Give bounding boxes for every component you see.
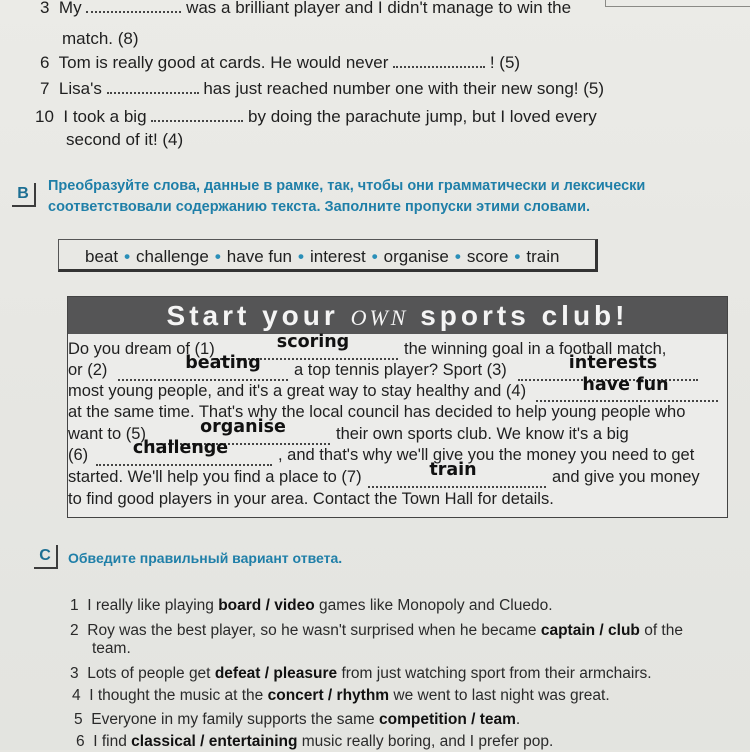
question-number: 6 bbox=[40, 53, 50, 72]
article-text: most young people, and it's a great way to stay healthy and (4) bbox=[68, 382, 527, 400]
article-text: their own sports club. We know it's a big bbox=[336, 425, 629, 443]
question-text: ! (5) bbox=[489, 53, 521, 72]
choice-item-2 bbox=[70, 621, 683, 641]
answer-5: organise bbox=[200, 417, 286, 437]
answer-options[interactable]: defeat / pleasure bbox=[214, 665, 338, 682]
top-answer-box bbox=[605, 0, 750, 7]
section-c-instruction: Обведите правильный вариант ответа. bbox=[68, 550, 343, 566]
blank[interactable] bbox=[151, 106, 243, 122]
instruction-line: соответствовали содержанию текста. Заполните пропуски этими словами. bbox=[48, 199, 591, 215]
answer-2: beating bbox=[185, 353, 261, 373]
instruction-line: Преобразуйте слова, данные в рамке, так, чтобы они грамматически и лексически bbox=[48, 178, 646, 194]
answer-options[interactable]: board / video bbox=[218, 597, 315, 614]
section-b-instruction bbox=[48, 176, 645, 218]
article-text: and give you money bbox=[552, 468, 700, 486]
item-number: 1 bbox=[70, 597, 79, 614]
word-item: score bbox=[466, 247, 509, 266]
article-line: to find good players in your area. Contact the Town Hall for details. bbox=[68, 490, 554, 508]
item-number: 4 bbox=[72, 687, 81, 704]
question-number: 7 bbox=[40, 79, 50, 98]
item-text: I thought the music at the bbox=[89, 687, 264, 704]
choice-item-1 bbox=[70, 596, 553, 616]
choice-item-5 bbox=[74, 710, 520, 730]
question-text: I took a big bbox=[63, 107, 147, 126]
item-number: 2 bbox=[70, 622, 79, 639]
item-text: Roy was the best player, so he wasn't surprised when he became bbox=[87, 622, 537, 639]
question-6 bbox=[40, 52, 520, 73]
answer-4: have fun bbox=[582, 375, 669, 395]
item-text: games like Monopoly and Cluedo. bbox=[319, 597, 553, 614]
item-number: 6 bbox=[76, 733, 85, 750]
question-3 bbox=[40, 0, 571, 18]
choice-item-6 bbox=[76, 732, 553, 752]
item-text: Everyone in my family supports the same bbox=[91, 711, 375, 728]
item-text: Lots of people get bbox=[87, 665, 211, 682]
bullet-icon: • bbox=[124, 247, 131, 266]
item-number: 3 bbox=[70, 665, 79, 682]
title-part: Start your bbox=[166, 300, 339, 331]
question-text: has just reached number one with their new song! (5) bbox=[203, 79, 604, 98]
question-7 bbox=[40, 78, 604, 99]
word-item: interest bbox=[309, 247, 366, 266]
article-text: started. We'll help you find a place to (7) bbox=[68, 468, 362, 486]
question-text: by doing the parachute jump, but I loved every bbox=[248, 107, 597, 126]
answer-6: challenge bbox=[132, 438, 229, 458]
item-text: I really like playing bbox=[87, 597, 214, 614]
choice-item-3 bbox=[70, 664, 652, 684]
article-text: the winning goal in a football match, bbox=[404, 340, 667, 358]
answer-options[interactable]: classical / entertaining bbox=[131, 733, 298, 750]
article-title bbox=[68, 297, 727, 334]
article-text: want to (5) bbox=[68, 425, 146, 443]
word-item: beat bbox=[85, 247, 119, 266]
bullet-icon: • bbox=[454, 247, 461, 266]
title-part: OWN bbox=[350, 305, 409, 330]
question-number: 3 bbox=[40, 0, 50, 17]
question-3-cont: match. (8) bbox=[62, 29, 139, 48]
bullet-icon: • bbox=[298, 247, 304, 266]
bullet-icon: • bbox=[371, 247, 378, 266]
section-b-letter: B bbox=[12, 183, 36, 207]
answer-7: train bbox=[429, 460, 477, 480]
answer-3: interests bbox=[568, 353, 658, 373]
choice-item-2-cont: team. bbox=[92, 640, 131, 657]
question-10 bbox=[35, 106, 597, 127]
article-text: or (2) bbox=[68, 361, 108, 379]
article-text: Do you dream of (1) bbox=[68, 340, 215, 358]
question-text: My bbox=[58, 0, 82, 17]
item-text: music really boring, and I prefer pop. bbox=[301, 733, 554, 750]
article-text: a top tennis player? Sport (3) bbox=[294, 361, 507, 379]
blank[interactable] bbox=[393, 52, 485, 68]
answer-1: scoring bbox=[276, 332, 350, 352]
title-part: sports club! bbox=[420, 300, 629, 331]
item-text: . bbox=[515, 711, 521, 728]
bullet-icon: • bbox=[514, 247, 521, 266]
question-10-cont: second of it! (4) bbox=[66, 130, 184, 149]
choice-item-4 bbox=[72, 686, 610, 706]
answer-options[interactable]: competition / team bbox=[378, 711, 516, 728]
article-line: at the same time. That's why the local council has decided to help young people who bbox=[68, 403, 686, 421]
article-text: (6) bbox=[68, 446, 89, 464]
item-text: we went to last night was great. bbox=[393, 687, 610, 704]
item-text: of the bbox=[644, 622, 683, 639]
word-item: train bbox=[526, 247, 560, 266]
blank[interactable] bbox=[107, 78, 199, 94]
blank[interactable] bbox=[86, 0, 181, 13]
item-number: 5 bbox=[74, 711, 83, 728]
word-item: challenge bbox=[136, 247, 209, 266]
question-text: was a brilliant player and I didn't manage to win the bbox=[186, 0, 572, 17]
article-box bbox=[67, 296, 728, 518]
question-text: Tom is really good at cards. He would never bbox=[58, 53, 389, 72]
item-text: from just watching sport from their armchairs. bbox=[341, 665, 652, 682]
question-number: 10 bbox=[35, 107, 54, 126]
item-text: I find bbox=[93, 733, 127, 750]
section-c-letter: C bbox=[34, 545, 58, 569]
word-item: have fun bbox=[226, 247, 293, 266]
answer-options[interactable]: concert / rhythm bbox=[267, 687, 390, 704]
article-text: , and that's why we'll give you the money you need to get bbox=[278, 446, 695, 464]
answer-options[interactable]: captain / club bbox=[540, 622, 640, 639]
question-text: Lisa's bbox=[58, 79, 102, 98]
word-item: organise bbox=[383, 247, 449, 266]
bullet-icon: • bbox=[214, 247, 221, 266]
word-box bbox=[58, 239, 598, 272]
